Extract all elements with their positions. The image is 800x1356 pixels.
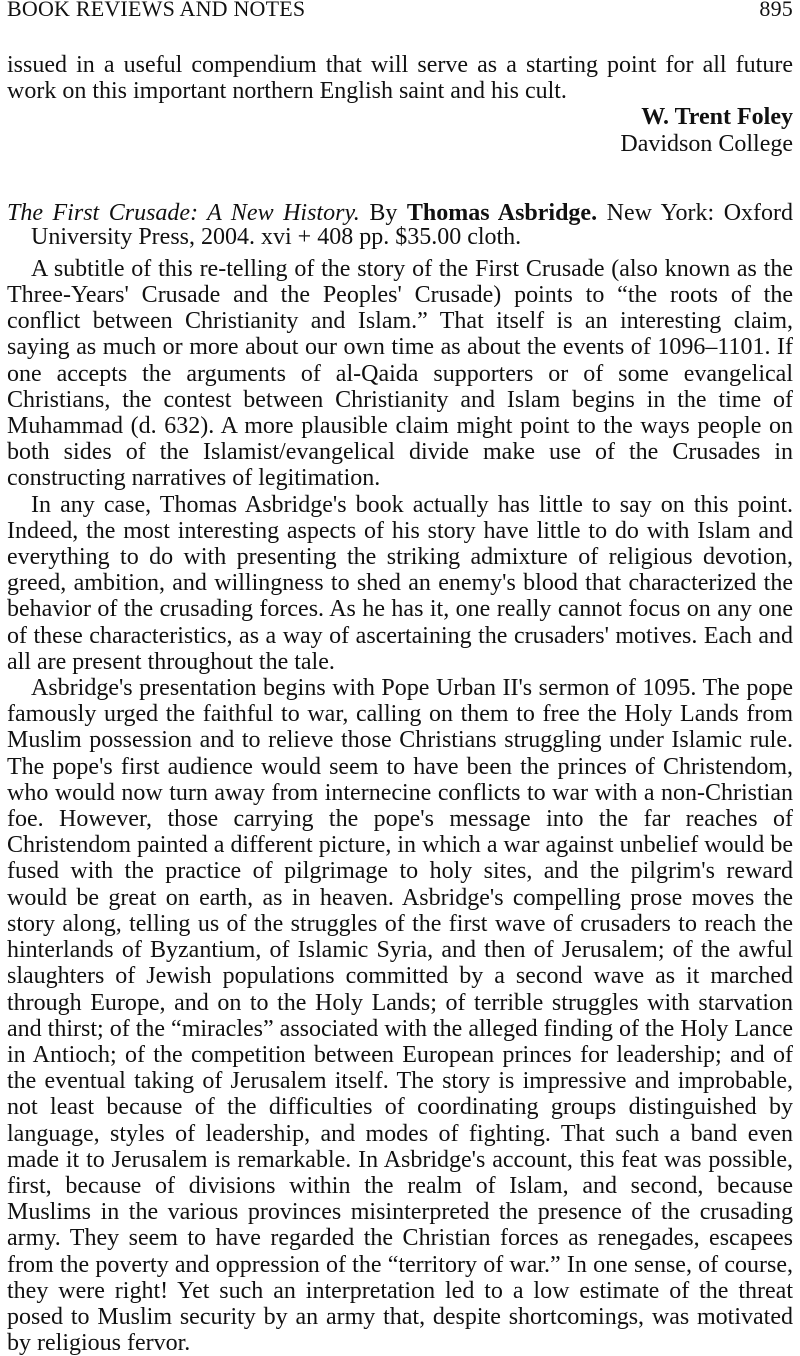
book-title: The First Crusade: A New History. [7,199,360,226]
book-citation [7,201,793,250]
book-author: Thomas Asbridge. [406,199,598,226]
reviewer-signature [7,104,793,156]
reviewer-name: W. Trent Foley [641,104,793,131]
review-paragraph: Asbridge's presentation begins with Pope Urban II's sermon of 1095. The pope famously urged the faithful to war, calling on them to free the Holy Lands from Muslim possession and to relieve those Christians struggling under Islamic rule. The pope's first audience would seem to have been the princes of Christendom, who would now turn away from internecine conflicts to war with a non-Christian foe. However, those carrying the pope's message into the far reaches of Christendom painted a different picture, in which a war against unbelief would be fused with the practice of pilgrimage to holy sites, and the pilgrim's reward would be great on earth, as in heaven. Asbridge's compelling prose moves the story along, telling us of the struggles of the first wave of crusaders to reach the hinterlands of Byzantium, of Islamic Syria, and then of Jerusalem; of the awful slaughters of Jewish populations committed by a second wave as it marched through Europe, and on to the Holy Lands; of terrible struggles with starvation and thirst; of the “miracles” associated with the alleged finding of the Holy Lance in Antioch; of the competition between European princes for leadership; and of the eventual taking of Jerusalem itself. The story is impressive and improbable, not least because of the difficulties of coordinating groups distinguished by language, styles of leadership, and modes of fighting. That such a band even made it to Jerusalem is remarkable. In Asbridge's account, this feat was possible, first, because of divisions within the realm of Islam, and second, because Muslims in the various provinces misinterpreted the presence of the crusading army. They seem to have regarded the Christian forces as renegades, escapees from the poverty and oppression of the “territory of war.” In one sense, of course, they were right! Yet such an interpretation led to a low estimate of the threat posed to Muslim security by an army that, despite shortcomings, was motivated by religious fervor. [7,675,793,1356]
book-page [7,0,793,1356]
publication-info: New York: Oxford University Press, 2004. xvi + 408 pp. $35.00 cloth. [31,199,794,251]
citation-by: By [369,199,398,226]
reviewer-affiliation: Davidson College [620,130,793,157]
running-header [7,0,793,22]
section-title: BOOK REVIEWS AND NOTES [7,0,306,21]
previous-review-closing-text: issued in a useful compendium that will serve as a starting point for all future work on this important northern English saint and his cult. [7,52,793,105]
review-paragraph: In any case, Thomas Asbridge's book actually has little to say on this point. Indeed, the most interesting aspects of his story have little to do with Islam and everything to do with presenting the striking admixture of religious devotion, greed, ambition, and willingness to shed an enemy's blood that characterized the behavior of the crusading forces. As he has it, one really cannot focus on any one of these characteristics, as a way of ascertaining the crusaders' motives. Each and all are present throughout the tale. [7,491,793,675]
review-paragraph: A subtitle of this re-telling of the story of the First Crusade (also known as the Three-Years' Crusade and the Peoples' Crusade) points to “the roots of the conflict between Christianity and Islam.” That itself is an interesting claim, saying as much or more about our own time as about the events of 1096–1101. If one accepts the arguments of al-Qaida supporters or of some evangelical Christians, the contest between Christianity and Islam begins in the time of Muhammad (d. 632). A more plausible claim might point to the ways people on both sides of the Islamist/evangelical divide make use of the Crusades in constructing narratives of legitimation. [7,255,793,492]
review-body [7,256,793,1356]
page-number: 895 [759,0,793,21]
